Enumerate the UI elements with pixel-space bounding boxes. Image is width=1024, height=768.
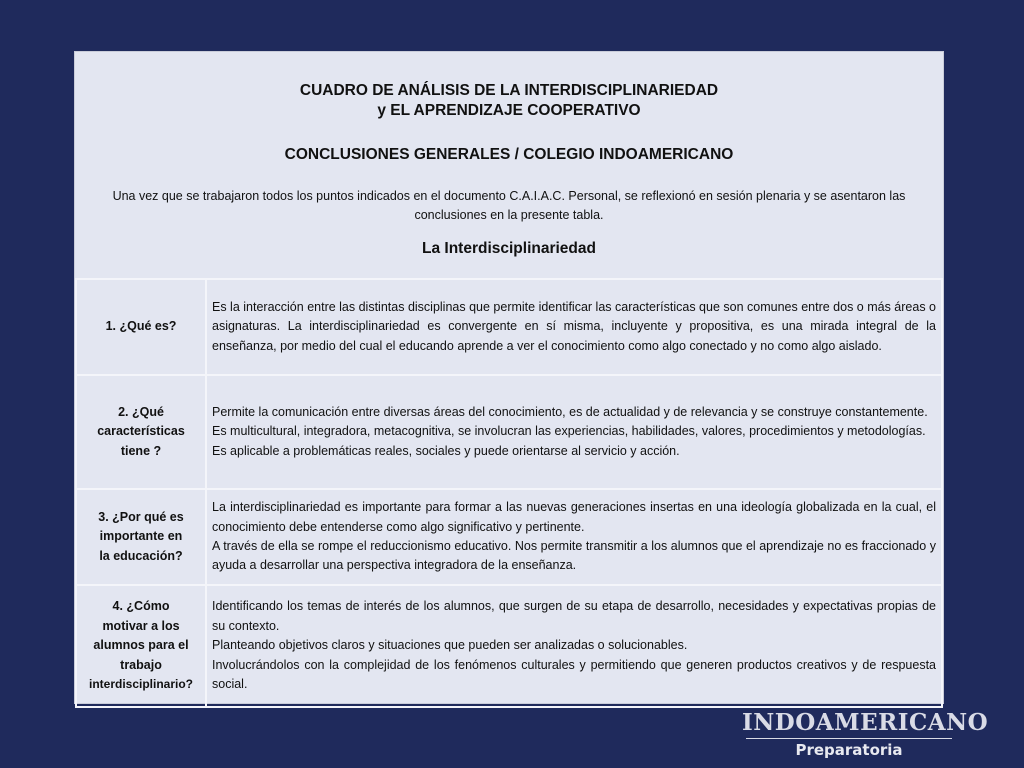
answer-text: Permite la comunicación entre diversas áreas del conocimiento, es de actualidad y de relevancia y se construye constantemente. <box>212 404 928 419</box>
logo-subtitle: Preparatoria <box>795 741 903 759</box>
answer-text: Planteando objetivos claros y situaciones que pueden ser analizadas o solucionables. <box>212 638 688 653</box>
intro-paragraph: Una vez que se trabajaron todos los puntos indicados en el documento C.A.I.A.C. Personal, se reflexionó en sesión plenaria y se asentaron las conclusiones en la presente tabla. <box>112 189 906 222</box>
table-row <box>76 279 942 375</box>
question-line: 4. ¿Cómo <box>112 599 170 614</box>
table-row <box>76 375 942 489</box>
answer-cell <box>206 375 942 489</box>
page-title-line2: y EL APRENDIZAJE COOPERATIVO <box>377 102 641 119</box>
question-line: interdisciplinario? <box>88 677 193 692</box>
answer-text: Identificando los temas de interés de los alumnos, que surgen de su etapa de desarrollo, necesidades y expectativas propias de su contexto. <box>212 599 936 633</box>
answer-text: Involucrándolos con la complejidad de los fenómenos culturales y permitiendo que generen productos creativos y de respuesta social. <box>212 657 936 692</box>
question-line: la educación? <box>99 548 183 563</box>
question-cell <box>76 375 206 489</box>
question-line: trabajo <box>120 657 162 672</box>
answer-text: Es la interacción entre las distintas disciplinas que permite identificar las características que son comunes entre dos o más áreas o asignaturas. La interdisciplinariedad es convergente en sí misma, incluyente y propositiva, es una mirada integral de la enseñanza, por medio del cual el educando aprende a ver el conocimiento como algo conectado y no como algo aislado. <box>212 299 936 353</box>
question-line: tiene ? <box>120 443 162 458</box>
answer-cell <box>206 279 942 375</box>
question-line: 2. ¿Qué <box>118 404 164 419</box>
answer-text: Es aplicable a problemáticas reales, sociales y puede orientarse al servicio y acción. <box>212 443 680 458</box>
question-line: 3. ¿Por qué es <box>98 509 184 524</box>
header <box>75 81 943 259</box>
question-line: importante en <box>99 529 183 544</box>
question-cell <box>76 585 206 707</box>
answer-text: Es multicultural, integradora, metacognitiva, se involucran las experiencias, habilidades, valores, procedimientos y metodologías. <box>212 424 926 439</box>
answer-cell <box>206 489 942 585</box>
logo-wordmark: INDOAMERICANO <box>742 709 989 736</box>
analysis-table <box>75 278 943 708</box>
question-line: características <box>97 424 185 439</box>
table-row <box>76 489 942 585</box>
indoamericano-logo <box>742 705 989 765</box>
slide-panel <box>74 51 944 704</box>
page-title-line1: CUADRO DE ANÁLISIS DE LA INTERDISCIPLINARIEDAD <box>299 82 719 99</box>
conclusions-heading: CONCLUSIONES GENERALES / COLEGIO INDOAMERICANO <box>284 146 734 163</box>
answer-text: La interdisciplinariedad es importante para formar a las nuevas generaciones insertas en una ideología globalizada en la cual, el conocimiento debe entenderse como algo significativo y pertinente. <box>212 500 936 534</box>
section-title: La Interdisciplinariedad <box>422 240 596 257</box>
question-text: 1. ¿Qué es? <box>105 319 177 334</box>
table-row <box>76 585 942 707</box>
question-cell <box>76 279 206 375</box>
answer-text: A través de ella se rompe el reduccionismo educativo. Nos permite transmitir a los alumnos que el aprendizaje no es fraccionado y ayuda a desarrollar una perspectiva integradora de la enseñanza. <box>212 539 936 573</box>
question-cell <box>76 489 206 585</box>
answer-cell <box>206 585 942 707</box>
question-line: alumnos para el <box>93 638 189 653</box>
question-line: motivar a los <box>102 618 180 633</box>
